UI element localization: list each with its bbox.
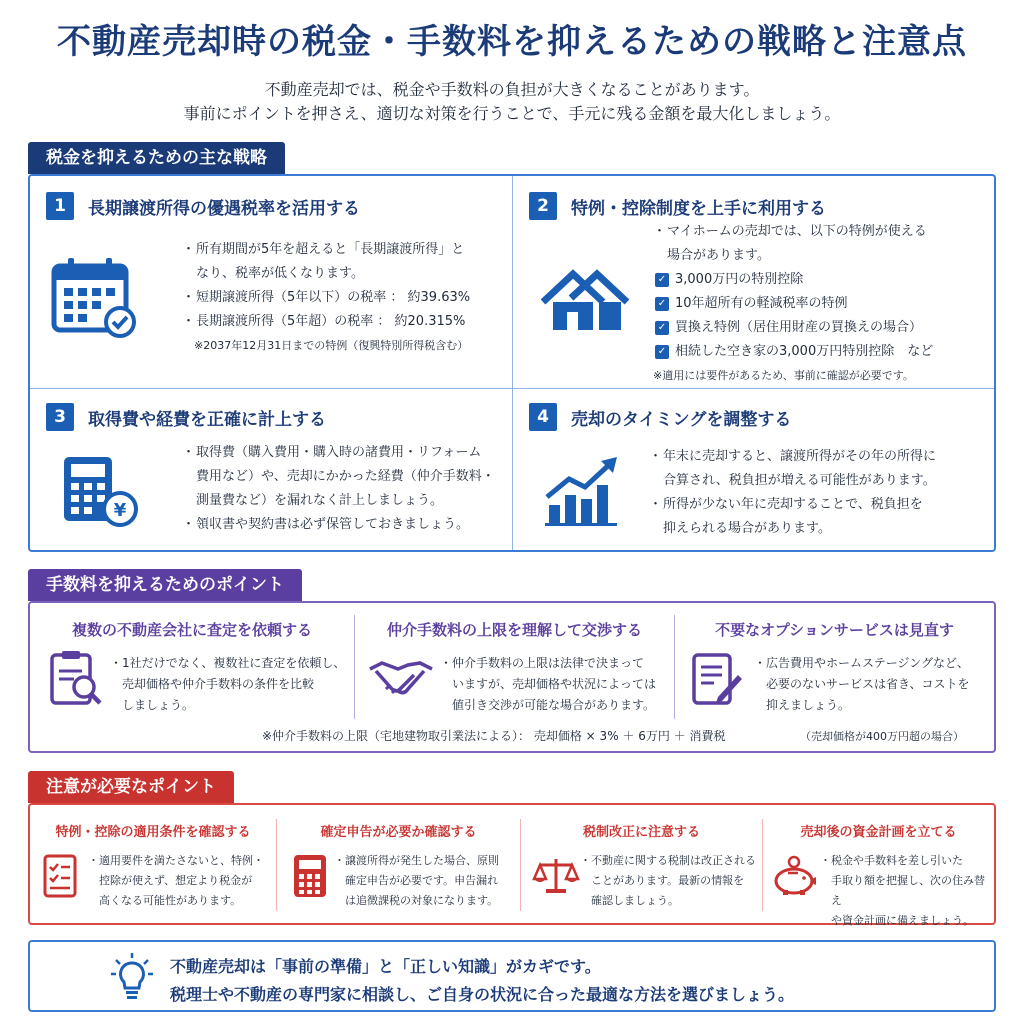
bullet: ・ 長期譲渡所得（5年超）の税率 ： 約20.315% (182, 310, 502, 334)
text-line: 手取り額を把握し、次の住み替え (831, 874, 985, 907)
house-icon (541, 268, 631, 336)
card-title: 長期譲渡所得の優遇税率を活用する (88, 199, 360, 219)
fee-cap-note: ※仲介手数料の上限（宅地建物取引業法による）： 売却価格 × 3% ＋ 6万円 ＋ 消費税 (262, 729, 726, 743)
bullet-continuation: 測量費など）を漏れなく計上しましょう。 (196, 493, 444, 508)
caution-item-text (88, 851, 274, 911)
strategy-card-3 (30, 389, 512, 550)
card-note: ※適用には要件があるため、事前に確認が必要です。 (653, 369, 914, 382)
fee-cap-condition: （売却価格が400万円超の場合） (800, 730, 964, 743)
bullet: ・ 取得費（購入費用・購入時の諸費用・リフォーム (182, 441, 507, 465)
bullet-continuation: 合算され、税負担が増える可能性があります。 (663, 473, 936, 488)
text-line: 抑えましょう。 (766, 698, 851, 712)
caution-item-title: 税制改正に注意する (582, 825, 700, 840)
bullet: ・ マイホームの売却では、以下の特例が使える (653, 220, 988, 244)
text-line: 売却価格や仲介手数料の条件を比較 (122, 677, 315, 691)
card-title: 取得費や経費を正確に計上する (88, 410, 326, 430)
text-line: ・ 1社だけでなく、複数社に査定を依頼し、 (110, 653, 350, 674)
clipboard-search-icon (48, 649, 104, 711)
calculator-icon (292, 853, 328, 903)
bullet: ・ 年末に売却すると、譲渡所得がその年の所得に (649, 445, 989, 469)
bullet-continuation: なり、税率が低くなります。 (196, 266, 364, 281)
handshake-icon (368, 655, 434, 705)
caution-item-title: 確定申告が必要か確認する (320, 825, 477, 840)
tax-section-heading: 税金を抑えるための主な戦略 (28, 142, 285, 174)
bullet: ・ 領収書や契約書は必ず保管しておきましょう。 (182, 513, 507, 537)
intro-line-1: 不動産売却では、税金や手数料の負担が大きくなることがあります。 (264, 80, 760, 99)
text-line: ・ 広告費用やホームステージングなど、 (754, 653, 990, 674)
intro-text (0, 78, 1024, 126)
caution-section (28, 803, 996, 925)
text-line: ・ 税金や手数料を差し引いた (820, 851, 992, 871)
text-line: は追徴課税の対象になります。 (345, 894, 499, 907)
fee-item-text (110, 653, 350, 716)
text-line: しましょう。 (122, 698, 195, 712)
bullet-continuation: 費用など）や、売却にかかった経費（仲介手数料・ (196, 469, 495, 484)
fee-section-heading: 手数料を抑えるためのポイント (28, 569, 302, 601)
card-number: 4 (529, 403, 557, 431)
text-line: ・ 譲渡所得が発生した場合、原則 (334, 851, 518, 871)
check-item: ✓ 10年超所有の軽減税率の特例 (653, 292, 988, 316)
bullet-continuation: 抑えられる場合があります。 (663, 521, 831, 536)
caution-item-title: 特例・控除の適用条件を確認する (55, 825, 251, 840)
text-line: ・ 不動産に関する税制は改正される (580, 851, 760, 871)
text-line: ・ 仲介手数料の上限は法律で決まって (440, 653, 672, 674)
caution-item-text (334, 851, 518, 911)
fee-item-title: 複数の不動産会社に査定を依頼する (71, 621, 312, 639)
strategy-card-1 (30, 176, 512, 388)
card-number: 3 (46, 403, 74, 431)
scales-icon (532, 855, 580, 899)
card-title: 売却のタイミングを調整する (571, 410, 792, 430)
growth-chart-icon (545, 455, 625, 531)
card-body (653, 220, 988, 388)
piggy-bank-icon (770, 855, 818, 901)
caution-item-text (820, 851, 992, 931)
lightbulb-icon (110, 952, 154, 1006)
document-edit-icon (690, 651, 744, 711)
fee-item-title: 仲介手数料の上限を理解して交渉する (386, 621, 642, 639)
text-line: 確定申告が必要です。申告漏れ (345, 874, 499, 887)
text-line: ・ 適用要件を満たさないと、特例・ (88, 851, 274, 871)
strategy-card-2 (513, 176, 994, 388)
card-note: ※2037年12月31日までの特例（復興特別所得税含む） (194, 339, 469, 352)
fee-section (28, 601, 996, 753)
summary-footer (28, 940, 996, 1012)
fee-item-text (440, 653, 672, 716)
card-number: 2 (529, 192, 557, 220)
check-item: ✓ 相続した空き家の3,000万円特別控除 など (653, 340, 988, 364)
card-number: 1 (46, 192, 74, 220)
card-body (649, 445, 989, 541)
page-title: 不動産売却時の税金・手数料を抑えるための戦略と注意点 (57, 22, 967, 62)
text-line: 控除が使えず、想定より税金が (99, 874, 253, 887)
text-line: ことがあります。最新の情報を (591, 874, 745, 887)
check-item: ✓ 買換え特例（居住用財産の買換えの場合） (653, 316, 988, 340)
intro-line-2: 事前にポイントを押さえ、適切な対策を行うことで、手元に残る金額を最大化しましょう。 (183, 104, 841, 123)
checkbox-icon: ✓ (655, 297, 669, 311)
footer-line-1: 不動産売却は「事前の準備」と「正しい知識」がカギです。 (170, 957, 601, 976)
caution-item-title: 売却後の資金計画を立てる (800, 825, 957, 840)
tax-section (28, 174, 996, 552)
check-item: ✓ 3,000万円の特別控除 (653, 268, 988, 292)
card-body (182, 238, 502, 358)
text-line: や資金計画に備えましょう。 (831, 914, 974, 927)
caution-item-text (580, 851, 760, 911)
checklist-icon (42, 853, 82, 903)
calendar-check-icon (50, 256, 140, 344)
fee-item-title: 不要なオプションサービスは見直す (715, 621, 954, 639)
fee-item-text (754, 653, 990, 716)
bullet-continuation: 場合があります。 (667, 248, 770, 263)
svg-text:¥: ¥ (113, 500, 127, 521)
strategy-card-4 (513, 389, 994, 550)
text-line: 高くなる可能性があります。 (99, 894, 242, 907)
footer-line-2: 税理士や不動産の専門家に相談し、ご自身の状況に合った最適な方法を選びましょう。 (170, 985, 795, 1004)
caution-section-heading: 注意が必要なポイント (28, 771, 234, 803)
card-body (182, 441, 507, 537)
text-line: 必要のないサービスは省き、コストを (766, 677, 970, 691)
text-line: 値引き交渉が可能な場合があります。 (452, 698, 656, 712)
bullet: ・ 所有期間が5年を超えると「長期譲渡所得」と (182, 238, 502, 262)
checkbox-icon: ✓ (655, 273, 669, 287)
text-line: 確認しましょう。 (591, 894, 679, 907)
bullet: ・ 所得が少ない年に売却することで、税負担を (649, 493, 989, 517)
checkbox-icon: ✓ (655, 321, 669, 335)
calculator-yen-icon (60, 455, 140, 533)
bullet: ・ 短期譲渡所得（5年以下）の税率 ： 約39.63% (182, 286, 502, 310)
card-title: 特例・控除制度を上手に利用する (571, 199, 826, 219)
checkbox-icon: ✓ (655, 345, 669, 359)
text-line: いますが、売却価格や状況によっては (452, 677, 657, 691)
